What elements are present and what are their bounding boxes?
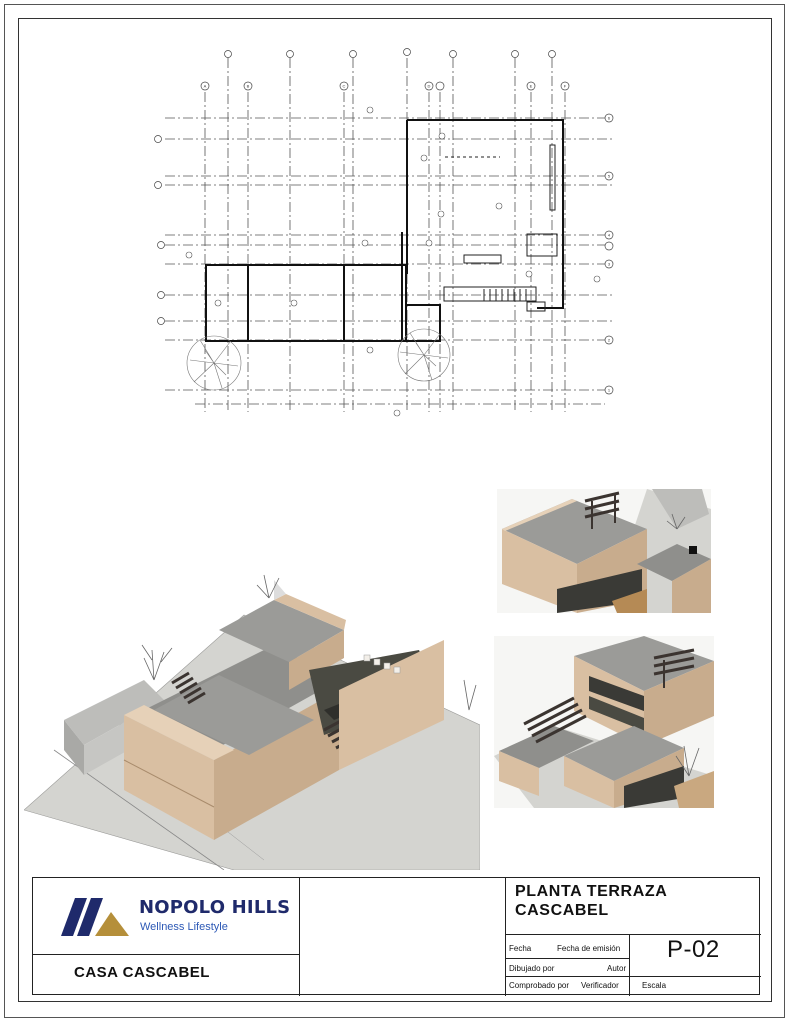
- sheet-title-line1: PLANTA TERRAZA: [515, 883, 668, 900]
- project-name: CASA CASCABEL: [74, 964, 210, 981]
- dibujado-label: Dibujado por: [509, 964, 555, 973]
- grid-label-a: A: [203, 83, 207, 89]
- small-3d-view-top: [497, 489, 711, 613]
- main-3d-view: [24, 570, 480, 870]
- comprobado-label: Comprobado por: [509, 981, 570, 990]
- nopolo-hills-logo-icon: [61, 898, 133, 938]
- sheet-title-line2: CASCABEL: [515, 902, 609, 919]
- grid-label-d: D: [427, 83, 431, 89]
- grid-label-c: C: [342, 83, 346, 89]
- comprobado-value: Verificador: [581, 981, 619, 990]
- company-tagline: Wellness Lifestyle: [140, 921, 228, 933]
- grid-label-2: 2: [607, 337, 611, 343]
- grid-label-6: 6: [607, 115, 611, 121]
- grid-label-3: 3: [607, 261, 611, 267]
- grid-label-f: F: [563, 83, 567, 89]
- dibujado-value: Autor: [607, 964, 627, 973]
- grid-label-b: B: [246, 83, 250, 89]
- fecha-value: Fecha de emisión: [557, 944, 621, 953]
- title-block: [32, 877, 760, 995]
- company-name: NOPOLO HILLS: [139, 897, 291, 918]
- grid-label-4: 4: [607, 232, 611, 238]
- escala-label: Escala: [642, 981, 667, 990]
- small-3d-view-bottom: [494, 636, 714, 808]
- fecha-label: Fecha: [509, 944, 532, 953]
- sheet-number: P-02: [667, 936, 720, 963]
- grid-label-1: 1: [607, 387, 611, 393]
- terrace-floor-plan: [0, 0, 791, 440]
- grid-label-e: E: [529, 83, 533, 89]
- grid-label-5: 5: [607, 173, 611, 179]
